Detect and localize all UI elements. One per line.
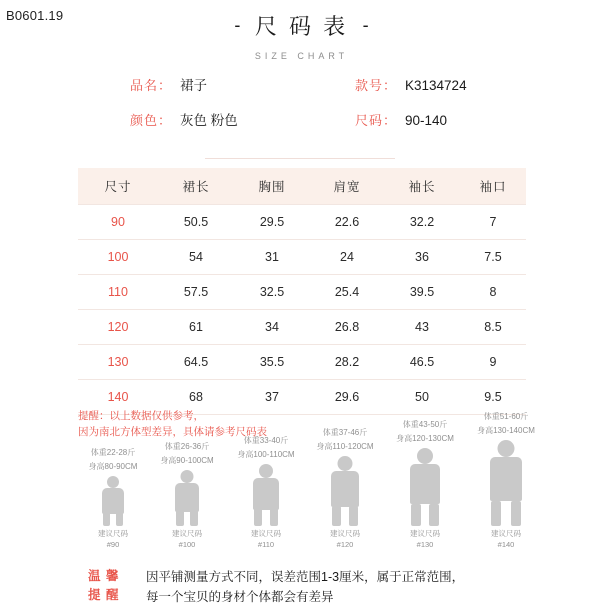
warm-reminder-tag <box>88 567 132 605</box>
meta-cell-product-name <box>130 74 355 94</box>
meta-cell-style-number <box>355 75 467 94</box>
cell-sleeve-length: 32.2 <box>384 205 460 240</box>
size-table-head <box>78 168 526 205</box>
meta-label-style-number: 款号： <box>355 78 398 93</box>
meta-row <box>130 74 550 94</box>
col-header-sleeve-length: 袖长 <box>408 180 436 194</box>
cell-sleeve-length: 36 <box>384 240 460 275</box>
product-meta <box>130 74 550 144</box>
figure-height: 身高110-120CM <box>316 442 374 452</box>
figure-recommend <box>228 529 304 550</box>
cell-bust: 31 <box>234 240 310 275</box>
meta-value-color: 灰色 粉色 <box>180 113 238 128</box>
meta-label-product-name: 品名： <box>130 78 173 93</box>
col-header-size: 尺寸 <box>104 180 132 194</box>
figure-weight: 体重26-36斤 <box>164 442 210 452</box>
child-silhouette-icon <box>249 464 283 526</box>
cell-cuff: 7.5 <box>460 240 526 275</box>
cell-shoulder: 24 <box>310 240 384 275</box>
warm-reminder-text-line-1: 因平铺测量方式不同，误差范围1-3厘米，属于正常范围， <box>146 570 465 584</box>
cell-sleeve-length: 46.5 <box>384 345 460 380</box>
child-silhouette-icon <box>98 476 128 526</box>
cell-bust: 35.5 <box>234 345 310 380</box>
cell-size: 100 <box>78 240 158 275</box>
figure-weight: 体重33-40斤 <box>243 436 289 446</box>
figure-recommend-value: #140 <box>497 539 515 549</box>
figure-recommend-label: 建议尺码 <box>251 529 281 538</box>
meta-value-style-number: K3134724 <box>405 78 467 93</box>
col-header-cuff: 袖口 <box>479 180 507 194</box>
cell-bust: 32.5 <box>234 275 310 310</box>
figure-recommend-label: 建议尺码 <box>330 529 360 538</box>
cell-cuff: 9 <box>460 345 526 380</box>
size-table-body <box>78 205 526 415</box>
figure-weight: 体重22-28斤 <box>90 448 136 458</box>
figure-recommend <box>78 529 148 550</box>
title-dash-right: - <box>362 15 369 35</box>
figure-size-130 <box>386 420 464 550</box>
warm-reminder-tag-line-2: 提 醒 <box>88 587 120 602</box>
cell-shoulder: 26.8 <box>310 310 384 345</box>
meta-label-color: 颜色： <box>130 113 173 128</box>
cell-sleeve-length: 39.5 <box>384 275 460 310</box>
cell-bust: 37 <box>234 380 310 415</box>
figure-recommend-value: #110 <box>257 539 275 549</box>
cell-skirt-length: 57.5 <box>158 275 234 310</box>
figure-height: 身高90-100CM <box>160 456 214 466</box>
meta-cell-size-range <box>355 110 447 129</box>
page-title: 尺 码 表 <box>254 14 349 39</box>
col-header-shoulder: 肩宽 <box>333 180 361 194</box>
cell-size: 140 <box>78 380 158 415</box>
figure-recommend-value: #90 <box>106 539 120 549</box>
figure-size-90 <box>78 448 148 550</box>
figure-recommend-value: #130 <box>416 539 434 549</box>
figure-recommend-label: 建议尺码 <box>491 529 521 538</box>
cell-skirt-length: 64.5 <box>158 345 234 380</box>
table-row <box>78 240 526 275</box>
meta-cell-color <box>130 109 355 129</box>
figure-recommend-label: 建议尺码 <box>172 529 202 538</box>
warm-reminder-tag-line-1: 温 馨 <box>88 569 120 583</box>
cell-shoulder: 22.6 <box>310 205 384 240</box>
child-silhouette-icon <box>486 440 526 526</box>
cell-bust: 29.5 <box>234 205 310 240</box>
figure-size-120 <box>306 428 384 550</box>
figure-recommend-label: 建议尺码 <box>98 529 128 538</box>
figure-recommend-label: 建议尺码 <box>410 529 440 538</box>
cell-cuff: 8.5 <box>460 310 526 345</box>
cell-shoulder: 25.4 <box>310 275 384 310</box>
figure-recommend-value: #100 <box>178 539 196 549</box>
table-row <box>78 275 526 310</box>
cell-shoulder: 29.6 <box>310 380 384 415</box>
cell-skirt-length: 54 <box>158 240 234 275</box>
size-table <box>78 168 526 415</box>
figure-recommend <box>466 529 546 550</box>
cell-cuff: 7 <box>460 205 526 240</box>
cell-size: 110 <box>78 275 158 310</box>
product-code-label: B0601.19 <box>6 8 64 23</box>
child-silhouette-icon <box>171 470 203 526</box>
cell-skirt-length: 68 <box>158 380 234 415</box>
figure-weight: 体重43-50斤 <box>402 420 448 430</box>
cell-sleeve-length: 43 <box>384 310 460 345</box>
cell-size: 120 <box>78 310 158 345</box>
figure-weight: 体重37-46斤 <box>322 428 368 438</box>
meta-value-size-range: 90-140 <box>405 113 448 128</box>
cell-skirt-length: 61 <box>158 310 234 345</box>
title-dash-left: - <box>234 15 241 35</box>
meta-row <box>130 109 550 129</box>
figure-recommend-value: #120 <box>336 539 354 549</box>
figure-height: 身高120-130CM <box>396 434 454 444</box>
reference-note-line-2: 因为南北方体型差异，具体请参考尺码表 <box>78 426 267 439</box>
figure-size-140 <box>466 412 546 550</box>
table-row <box>78 205 526 240</box>
cell-sleeve-length: 50 <box>384 380 460 415</box>
cell-size: 90 <box>78 205 158 240</box>
section-divider <box>205 158 395 159</box>
size-figures <box>78 400 535 550</box>
warm-reminder-text-line-2: 每一个宝贝的身材个体都会有差异 <box>146 590 334 604</box>
figure-size-100 <box>150 442 224 550</box>
cell-skirt-length: 50.5 <box>158 205 234 240</box>
cell-bust: 34 <box>234 310 310 345</box>
figure-weight: 体重51-60斤 <box>483 412 529 422</box>
table-row <box>78 310 526 345</box>
figure-recommend <box>150 529 224 550</box>
child-silhouette-icon <box>327 456 363 526</box>
meta-label-size-range: 尺码： <box>355 113 398 128</box>
col-header-skirt-length: 裙长 <box>182 180 210 194</box>
figure-recommend <box>386 529 464 550</box>
page-subtitle: SIZE CHART <box>254 51 349 61</box>
table-row <box>78 345 526 380</box>
cell-shoulder: 28.2 <box>310 345 384 380</box>
reference-note-line-1: 提醒：以上数据仅供参考， <box>78 410 204 422</box>
cell-cuff: 8 <box>460 275 526 310</box>
figure-size-110 <box>228 436 304 550</box>
warm-reminder <box>88 567 464 607</box>
child-silhouette-icon <box>406 448 444 526</box>
figure-recommend <box>306 529 384 550</box>
cell-size: 130 <box>78 345 158 380</box>
col-header-bust: 胸围 <box>258 180 286 194</box>
cell-cuff: 9.5 <box>460 380 526 415</box>
meta-value-product-name: 裙子 <box>180 78 208 93</box>
chart-title-block <box>0 10 603 61</box>
table-header-row <box>78 168 526 205</box>
figure-height: 身高100-110CM <box>237 450 295 460</box>
figure-height: 身高130-140CM <box>477 426 535 436</box>
warm-reminder-text <box>146 567 464 607</box>
figure-height: 身高80-90CM <box>88 462 138 472</box>
